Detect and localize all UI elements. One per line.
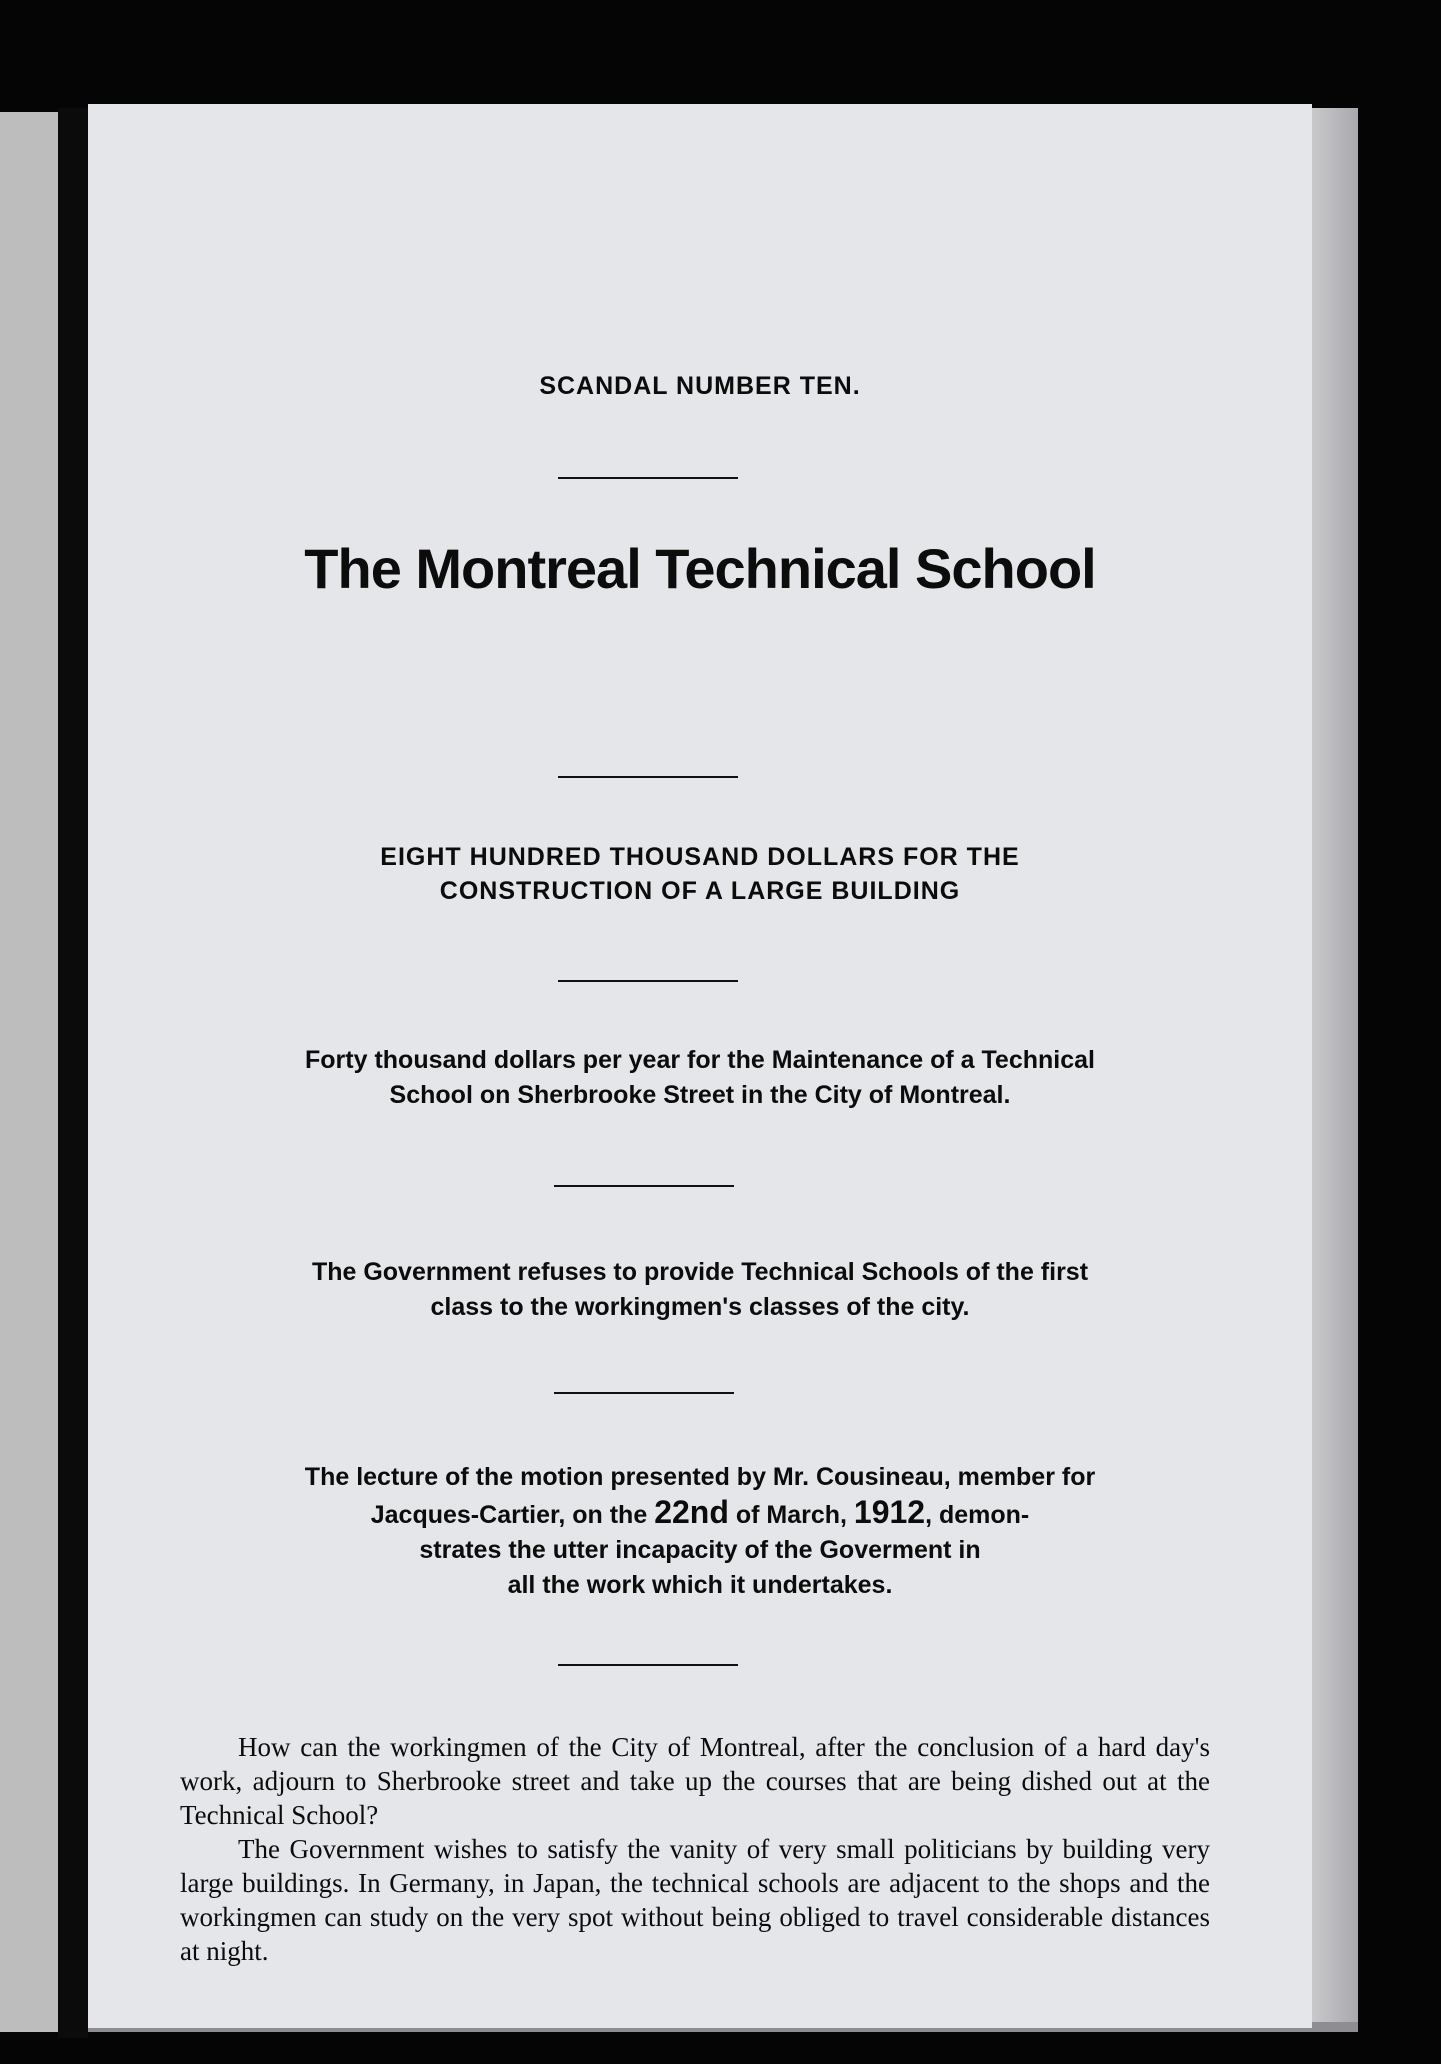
divider-rule-6 (558, 1664, 738, 1666)
section-construction (88, 840, 1312, 908)
text-run: , demon- (925, 1501, 1030, 1529)
divider-rule-2 (558, 776, 738, 778)
section-line: The lecture of the motion presented by Mr. Cousineau, member for (304, 1463, 1096, 1491)
divider-rule-3 (558, 980, 738, 982)
date-year: 1912 (853, 1494, 926, 1530)
text-run: Jacques-Cartier, on the (370, 1501, 655, 1529)
document-page (88, 104, 1312, 2028)
book-spine (58, 108, 88, 2038)
section-line: Forty thousand dollars per year for the Maintenance of a Technical (305, 1046, 1095, 1074)
page-content (88, 104, 1312, 2028)
section-line (88, 1495, 1312, 1533)
section-line: strates the utter incapacity of the Goverment in (419, 1536, 981, 1564)
section-maintenance (88, 1043, 1312, 1113)
divider-rule-4 (554, 1185, 734, 1187)
section-line: CONSTRUCTION OF A LARGE BUILDING (439, 877, 961, 905)
text-run: of March, (728, 1501, 854, 1529)
scandal-number-heading: SCANDAL NUMBER TEN. (539, 372, 861, 400)
previous-page-edge (0, 112, 58, 2032)
section-line: EIGHT HUNDRED THOUSAND DOLLARS FOR THE (380, 843, 1020, 871)
page-title: The Montreal Technical School (304, 537, 1096, 600)
divider-rule-1 (558, 477, 738, 479)
body-paragraph: How can the workingmen of the City of Montreal, after the conclusion of a hard day's work, adjourn to Sherbrooke street and take up the courses that are being dished out at the Technical School? (180, 1732, 1210, 1830)
section-line: all the work which it undertakes. (507, 1571, 893, 1599)
section-line: class to the workingmen's classes of the city. (430, 1293, 970, 1321)
page-edge (1312, 108, 1358, 2024)
section-government-refuses (88, 1255, 1312, 1325)
section-line: The Government refuses to provide Technical Schools of the first (311, 1258, 1089, 1286)
body-text (180, 1730, 1210, 1968)
section-motion (88, 1460, 1312, 1603)
date-day: 22nd (654, 1494, 729, 1530)
body-paragraph: The Government wishes to satisfy the vanity of very small politicians by building very large buildings. In Germany, in Japan, the technical schools are adjacent to the shops and the workingmen can study on the very spot without being obliged to travel considerable distances at night. (180, 1834, 1210, 1966)
divider-rule-5 (554, 1392, 734, 1394)
section-line: School on Sherbrooke Street in the City of Montreal. (389, 1081, 1011, 1109)
